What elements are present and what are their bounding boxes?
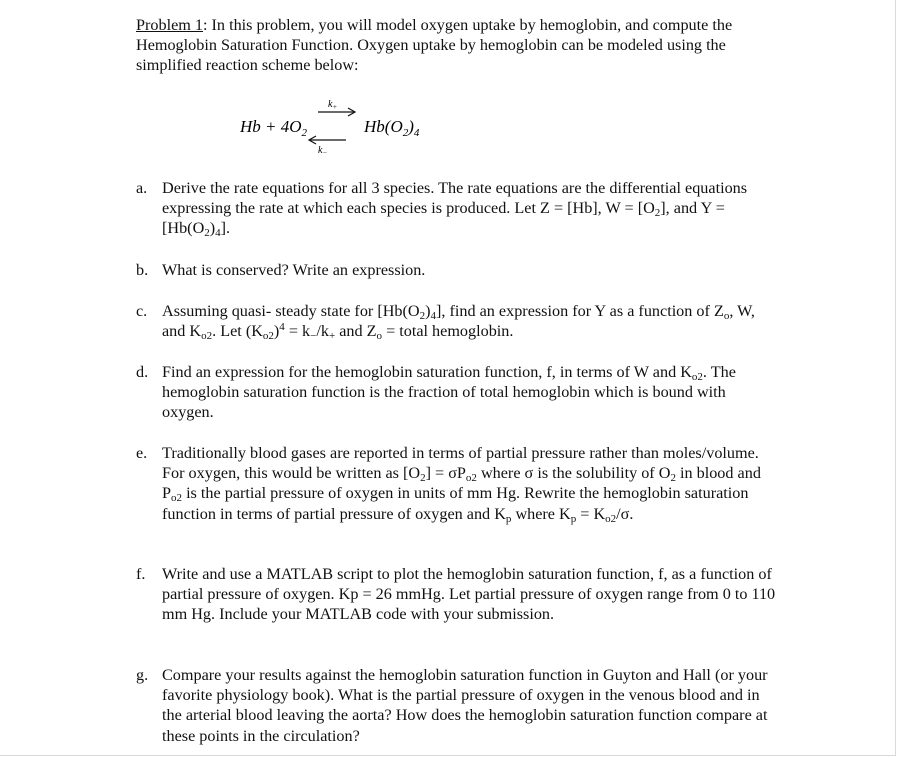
question-g (136, 665, 776, 746)
question-b (136, 260, 776, 280)
reaction-left: $Hb + 4O_2$ (240, 117, 308, 139)
question-a (136, 178, 776, 239)
problem-intro (136, 15, 776, 76)
question-marker: e. (136, 444, 148, 462)
question-text: Write and use a MATLAB script to plot the hemoglobin saturation function, f, as a function of partial pressure of oxygen. Kp = 26 mmHg. Let partial pressure of oxygen range from 0 to 110 mm Hg. Include your MATLAB code with your submission. (162, 565, 776, 624)
question-marker: c. (136, 302, 148, 320)
question-d (136, 362, 776, 423)
question-text: What is conserved? Write an expression. (162, 261, 426, 279)
k-forward-label: $k_+$ (328, 99, 338, 111)
problem-label: Problem 1 (136, 16, 203, 34)
intro-text: : In this problem, you will model oxygen uptake by hemoglobin, and compute the Hemoglobin Saturation Function. Oxygen uptake by hemoglobin can be modeled using the simplified reaction scheme below: (136, 16, 733, 75)
reaction-scheme (240, 98, 440, 161)
question-marker: b. (136, 261, 149, 279)
k-reverse-label: $k_-$ (318, 145, 328, 156)
question-text: Compare your results against the hemoglobin saturation function in Guyton and Hall (or your favorite physiology book). What is the partial pressure of oxygen in the venous blood and in the arterial blood leaving the aorta? How does the hemoglobin saturation function compare at these points in the circulation? (162, 666, 768, 745)
question-c (136, 301, 776, 341)
question-marker: f. (136, 565, 146, 583)
question-text: Assuming quasi- steady state for $[Hb(O_2)_4]$, find an expression for Y as a function of $Z_o$, W, and $K_{o2}$. Let $(K_{o2})^4 = k_-/k_+$ and $Z_o$ = total hemoglobin. (162, 302, 755, 343)
question-text: Derive the rate equations for all 3 species. The rate equations are the differential equations expressing the rate at which each species is produced. Let Z = [Hb], $W = [O_2]$, and $Y = [Hb(O_2)_4]$. (162, 179, 748, 240)
question-e (136, 443, 776, 524)
question-marker: d. (136, 363, 149, 381)
question-marker: a. (136, 179, 148, 197)
question-f (136, 564, 776, 625)
question-marker: g. (136, 666, 149, 684)
question-text: Find an expression for the hemoglobin saturation function, f, in terms of W and $K_{o2}$. The hemoglobin saturation function is the fraction of total hemoglobin which is bound with oxygen. (162, 363, 736, 422)
question-text: Traditionally blood gases are reported in terms of partial pressure rather than moles/volume. For oxygen, this would be written as $[O_2] = \sigma P_{o2}$ where σ is the solubility of $O_2$ in blood and $P_{o2}$ is the partial pressure of oxygen in units of mm Hg. Rewrite the hemoglobin saturation function in terms of partial pressure of oxygen and $K_p$ where $K_p = K_{o2}/\sigma$. (162, 444, 761, 525)
reaction-right: $Hb(O_2)_4$ (364, 117, 420, 139)
